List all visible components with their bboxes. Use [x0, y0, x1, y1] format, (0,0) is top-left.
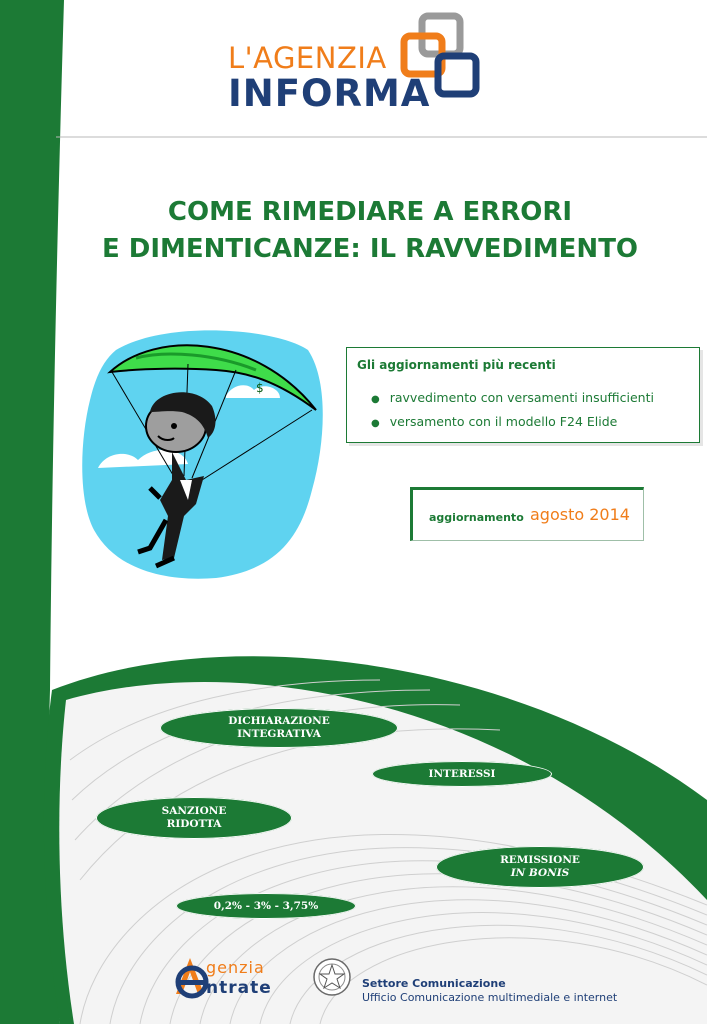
bullet-icon: ●	[371, 418, 380, 429]
logo-squares-icon	[400, 12, 480, 98]
topic-percentuali	[176, 893, 356, 919]
topic-line: SANZIONE	[161, 805, 227, 817]
topic-dichiarazione-integrativa	[160, 708, 398, 748]
update-item-text: ravvedimento con versamenti insufficienti	[389, 390, 654, 405]
update-date-box	[410, 487, 644, 541]
ufficio-name: Ufficio Comunicazione multimediale e internet	[362, 991, 618, 1004]
page-title-line1: COME RIMEDIARE A ERRORI	[167, 197, 573, 227]
topic-line: DICHIARAZIONE	[228, 715, 330, 727]
update-date-value: agosto 2014	[530, 505, 630, 524]
topic-line: INTEGRATIVA	[237, 728, 321, 740]
updates-heading: Gli aggiornamenti più recenti	[357, 358, 556, 372]
topic-line: RIDOTTA	[166, 818, 222, 830]
parachute-man-illustration	[76, 320, 326, 582]
topic-line: INTERESSI	[428, 767, 496, 780]
update-item-text: versamento con il modello F24 Elide	[389, 414, 618, 429]
topic-line: IN BONIS	[510, 867, 570, 879]
page-title-line2: E DIMENTICANZE: IL RAVVEDIMENTO	[101, 234, 639, 264]
topic-remissione-in-bonis	[436, 846, 644, 888]
italian-republic-emblem-icon	[312, 956, 352, 998]
updates-box	[346, 347, 700, 443]
update-date-label: aggiornamento	[429, 511, 524, 524]
logo-line1: L'AGENZIA	[228, 41, 387, 75]
agency-line1: genzia	[206, 958, 265, 977]
topic-sanzione-ridotta	[96, 797, 292, 839]
svg-text:$: $	[256, 381, 264, 395]
agenzia-entrate-mark-icon	[170, 954, 210, 1000]
logo-line2: INFORMA	[228, 72, 431, 115]
update-item	[371, 414, 617, 429]
bullet-icon: ●	[371, 394, 380, 405]
settore-name: Settore Comunicazione	[362, 977, 506, 990]
agency-line2: ntrate	[206, 978, 272, 998]
topic-line: 0,2% - 3% - 3,75%	[213, 899, 319, 912]
update-item	[371, 390, 654, 405]
topic-line: REMISSIONE	[500, 854, 580, 866]
office-credits	[362, 977, 617, 1004]
topic-interessi	[372, 761, 552, 787]
